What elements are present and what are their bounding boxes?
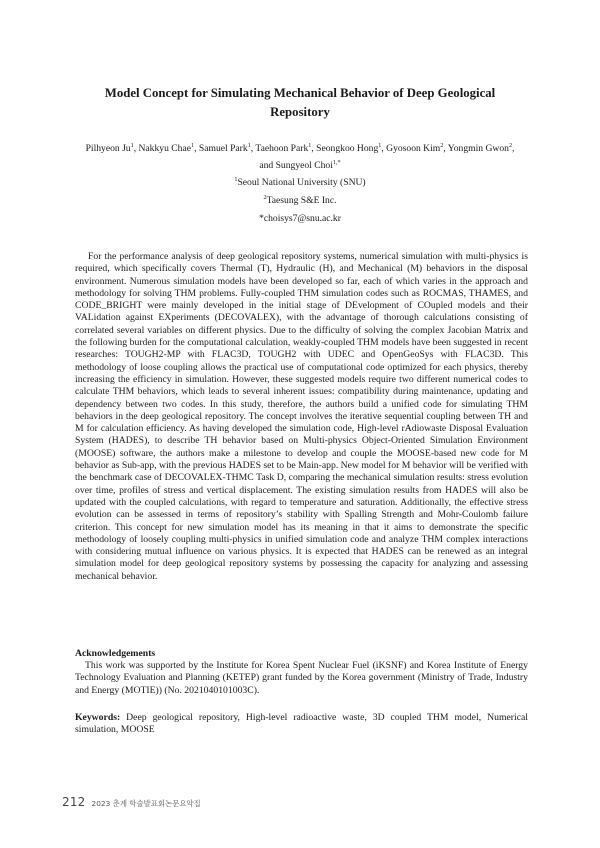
proceedings-title: 2023 춘계 학술발표회논문요약집 [91, 799, 201, 808]
author: Yongmin Gwon$^2$ [447, 141, 513, 154]
acknowledgements-body: This work was supported by the Institute for Korea Spent Nuclear Fuel (iKSNF) and Korea Institute of Energy Technology Evaluation and Planning (KETEP) grant funded by the Korea government (Ministry of Trade, Industry and Energy (MOTIE)) (No. 2021040101003C). [75, 660, 528, 696]
author: Gyosoon Kim$^2$ [386, 141, 444, 154]
abstract-body: For the performance analysis of deep geological repository systems, numerical simulation with multi-physics is required, which specifically covers Thermal (T), Hydraulic (H), and Mechanical (M) behaviors in the disposal environment. Numerous simulation models have been developed so far, each of which varies in the approach and methodology for solving THM problems. Fully-coupled THM simulation codes such as ROCMAS, THAMES, and CODE_BRIGHT were mainly developed in the initial stage of DEvelopment of COupled models and their VALidation against EXperiments (DECOVALEX), with the advantage of thorough calculations consisting of correlated several variables on different physics. Due to the difficulty of solving the complex Jacobian Matrix and the following burden for the computational calculation, weakly-coupled THM models have been suggested in recent researches: TOUGH2-MP with FLAC3D, TOUGH2 with UDEC and OpenGeoSys with FLAC3D. This methodology of loose coupling allows the practical use of computational code optimized for each physics, thereby increasing the efficiency in simulation. However, these suggested models require two different numerical codes to calculate THM behaviors, which leads to several inherent issues: compatibility during maintenance, updating and dependency between two codes. In this study, therefore, the authors build a unified code for simulating THM behaviors in the deep geological repository. The concept involves the iterative sequential coupling between TH and M for calculation efficiency. As having developed the simulation code, High-level rAdiowaste Disposal Evaluation System (HADES), to describe TH behavior based on Multi-physics Object-Oriented Simulation Environment (MOOSE) software, the authors make a milestone to develop and couple the MOOSE-based new code for M behavior as Sub-app, with the previous HADES set to be Main-app. New model for M behavior will be verified with the benchmark case of DECOVALEX-THMC Task D, comparing the mechanical simulation results: stress evolution over time, profiles of stress and vertical displacement. The existing simulation results from HADES will also be updated with the coupled calculations, with regard to temperature and saturation. Additionally, the effective stress evolution can be assessed in terms of repository’s stability with Spalling Strength and Mohr-Coulomb failure criterion. This concept for new simulation model has its meaning in that it aims to demonstrate the specific methodology of loosely coupling multi-physics in unified simulation code and analyze THM complex interactions with considering mutual influence on various physics. It is expected that HADES can be renewed as an integral simulation model for deep geological repository systems by possessing the capacity for analyzing and assessing mechanical behavior. [75, 251, 528, 582]
paper-title: Model Concept for Simulating Mechanical Behavior of Deep Geological Repository [104, 86, 496, 119]
keywords-text: Deep geological repository, High-level radioactive waste, 3D coupled THM model, Numerical simulation, MOOSE [75, 712, 528, 736]
page-footer [62, 791, 201, 810]
author-list: Pilhyeon Ju$^1$, Nakkyu Chae$^1$, Samuel Park$^1$, Taehoon Park$^1$, Seongkoo Hong$^1$, Gyosoon Kim$^2$, Yongmin Gwon$^2$, and Sungyeol Choi$^{1,*}$ [85, 141, 515, 171]
author: Seongkoo Hong$^1$ [316, 141, 382, 154]
corresponding-email: *choisys7@snu.ac.kr [259, 213, 341, 224]
keywords [75, 712, 528, 737]
affiliation: $^2$Taesung S&E Inc. [263, 193, 337, 206]
keywords-label: Keywords: [75, 712, 121, 723]
author: Taehoon Park$^1$ [255, 141, 312, 154]
acknowledgements-heading: Acknowledgements [75, 648, 156, 659]
affiliation: $^1$Seoul National University (SNU) [234, 175, 366, 188]
author: Nakkyu Chae$^1$ [138, 141, 195, 154]
author: and Sungyeol Choi$^{1,*}$ [259, 158, 341, 171]
author: Pilhyeon Ju$^1$ [85, 141, 134, 154]
page-number: 212 [62, 795, 86, 809]
author: Samuel Park$^1$ [198, 141, 251, 154]
